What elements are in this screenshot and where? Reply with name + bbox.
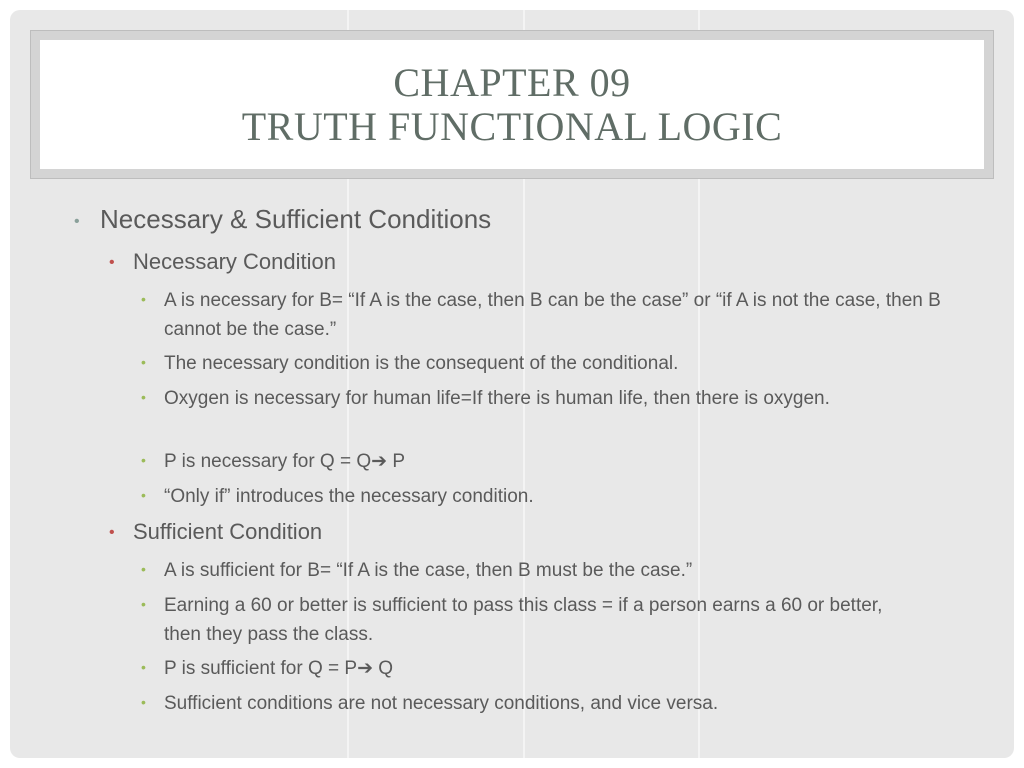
necessary-item: A is necessary for B= “If A is the case, then B can be the case” or “if A is not the case, then B cannot be the case.” (164, 290, 941, 340)
bullet-level1: • (74, 213, 80, 230)
bullet-level2: • (109, 524, 115, 541)
sufficient-item: Earning a 60 or better is sufficient to pass this class = if a person earns a 60 or better, then they pass the class. (164, 595, 883, 645)
necessary-heading: Necessary Condition (133, 249, 336, 274)
bullet-level3: • (141, 354, 146, 370)
title-box (40, 40, 984, 169)
title-line-1: CHAPTER 09 (393, 59, 631, 105)
necessary-item: Oxygen is necessary for human life=If there is human life, then there is oxygen. (164, 388, 830, 409)
bullet-level3: • (141, 659, 146, 675)
necessary-item: P is necessary for Q = Q➔ P (164, 451, 406, 472)
bullet-level2: • (109, 254, 115, 271)
bullet-level3: • (141, 694, 146, 710)
title-frame (30, 30, 994, 179)
sufficient-item: P is sufficient for Q = P➔ Q (164, 658, 394, 679)
main-bullet: Necessary & Sufficient Conditions (100, 204, 492, 234)
bullet-level3: • (141, 487, 146, 503)
bullet-level3: • (141, 389, 146, 405)
bullet-level3: • (141, 561, 146, 577)
bullet-level3: • (141, 291, 146, 307)
bullet-level3: • (141, 452, 146, 468)
sufficient-item: Sufficient conditions are not necessary conditions, and vice versa. (164, 693, 719, 714)
title-line-2: TRUTH FUNCTIONAL LOGIC (241, 103, 783, 149)
necessary-item: “Only if” introduces the necessary condition. (164, 486, 534, 507)
sufficient-heading: Sufficient Condition (133, 519, 323, 544)
necessary-item: The necessary condition is the consequent of the conditional. (164, 353, 679, 374)
sufficient-item: A is sufficient for B= “If A is the case, then B must be the case.” (164, 560, 693, 581)
bullet-level3: • (141, 596, 146, 612)
